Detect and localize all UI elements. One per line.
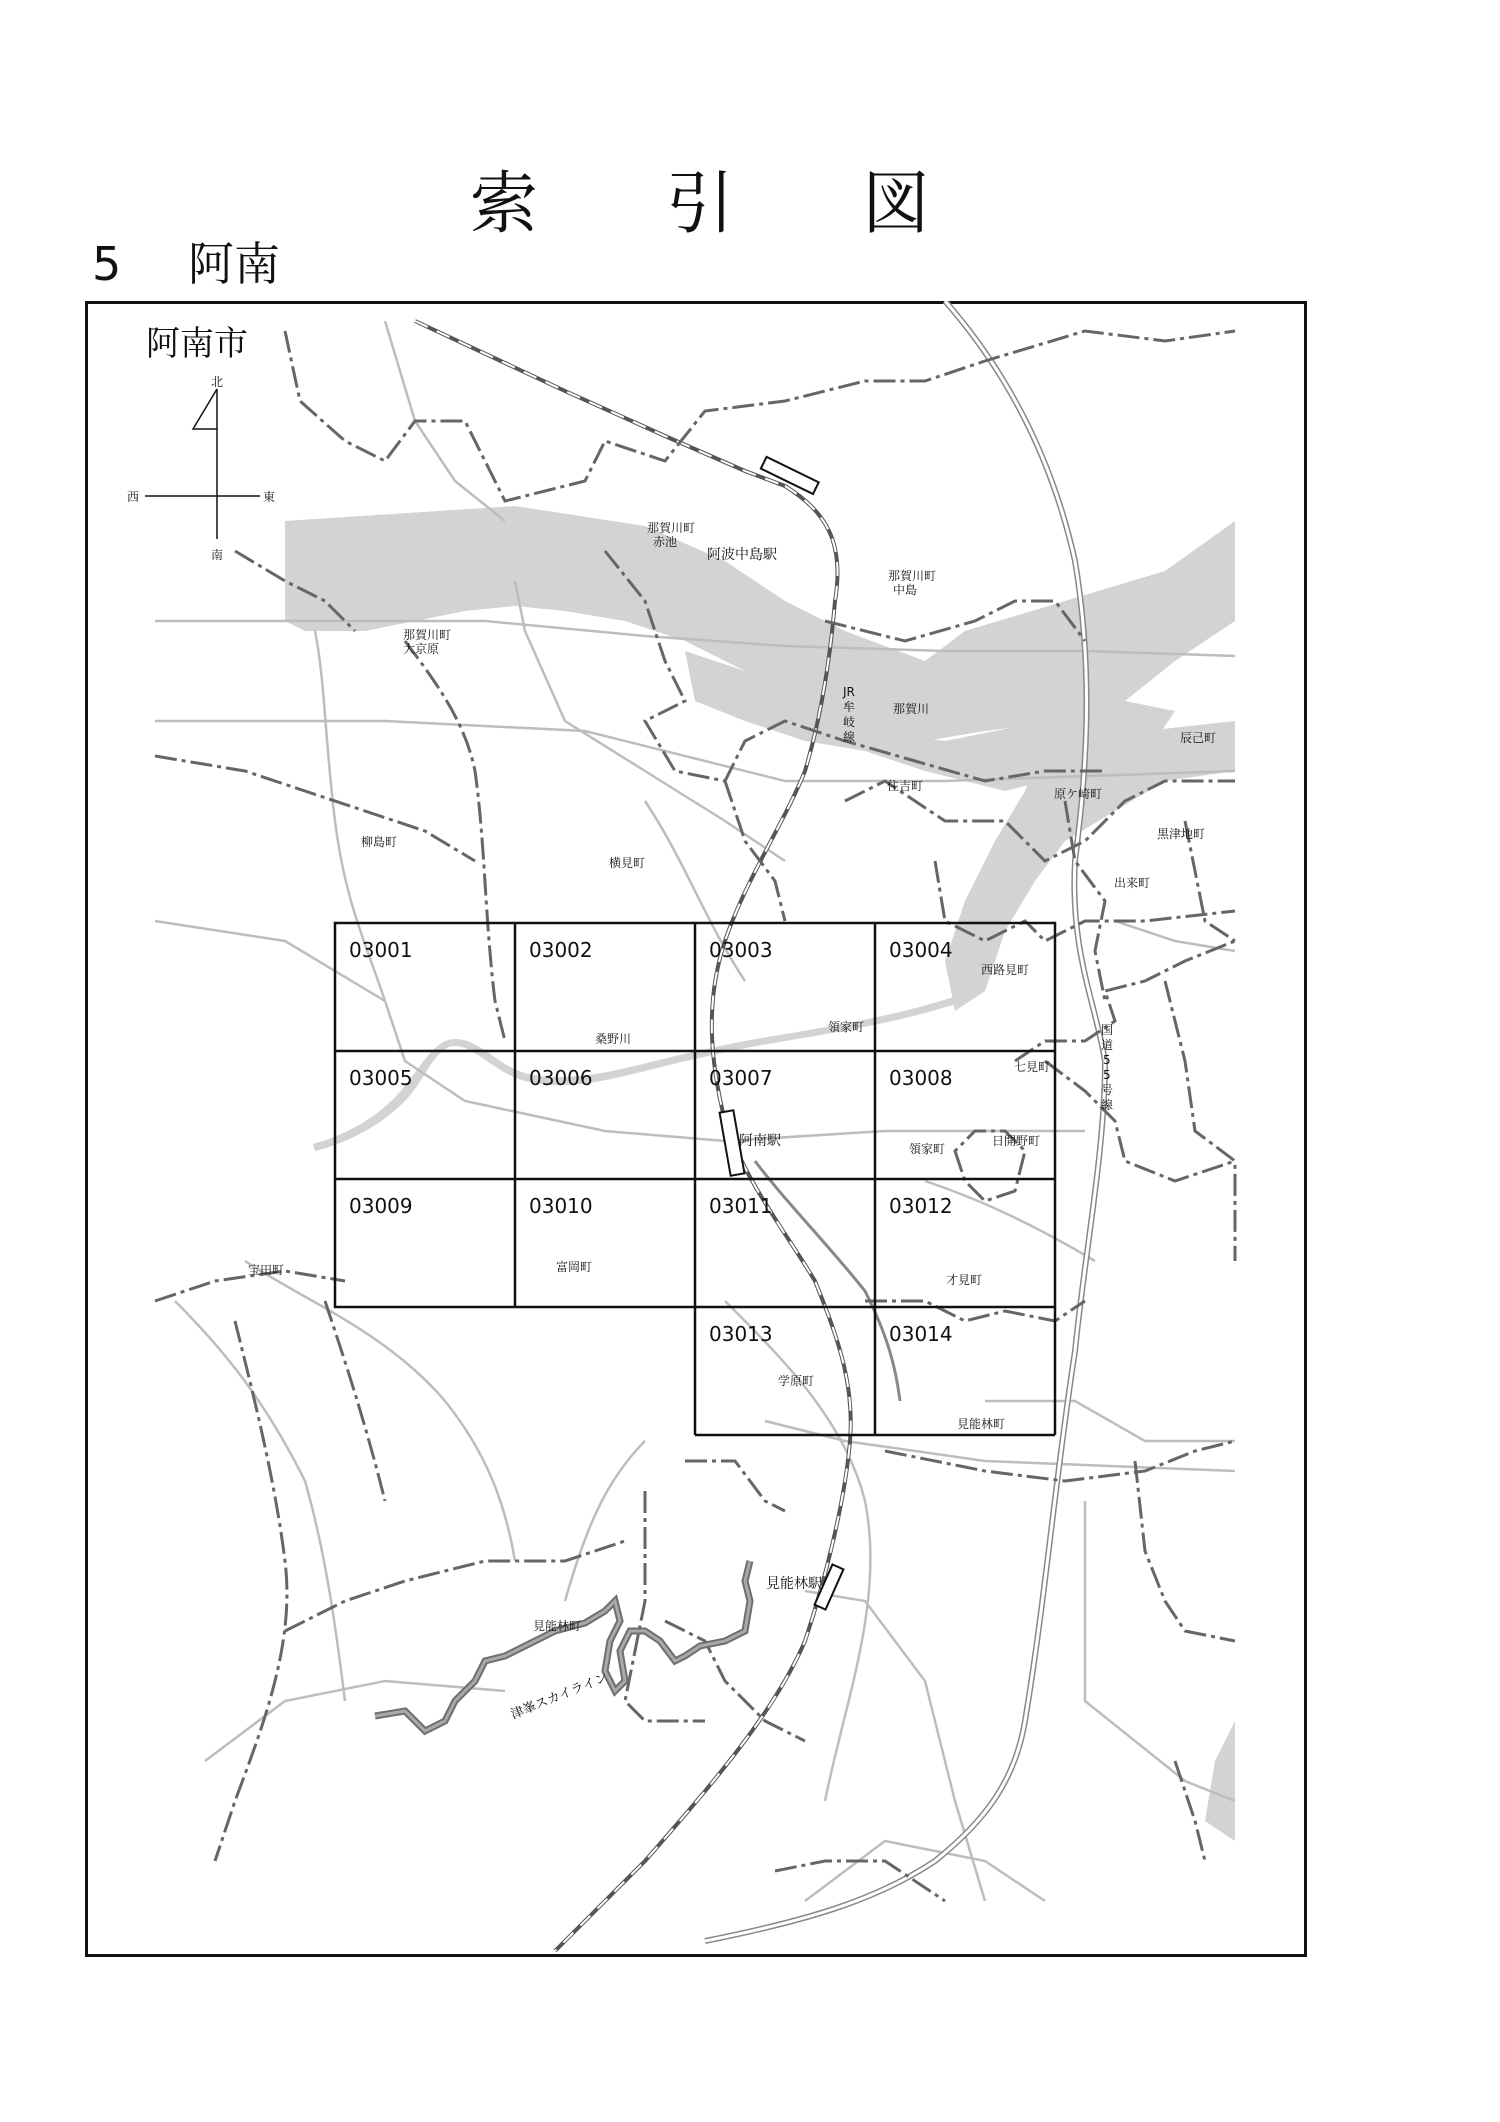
road-k bbox=[565, 1441, 645, 1601]
label-nakagawa-nakashima-1: 那賀川町 bbox=[888, 569, 937, 583]
jr-line-west-branch bbox=[415, 321, 785, 486]
compass-rose bbox=[145, 389, 260, 539]
road-t bbox=[1115, 921, 1235, 951]
tile-03013[interactable]: 03013 bbox=[709, 1322, 773, 1346]
label-route55-2: 道 bbox=[1101, 1038, 1114, 1052]
boundary-12 bbox=[1015, 941, 1235, 1061]
boundary-13 bbox=[1045, 1061, 1235, 1181]
tile-03001[interactable]: 03001 bbox=[349, 938, 413, 962]
label-yanagishima: 柳島町 bbox=[361, 835, 398, 849]
boundary-21 bbox=[625, 1491, 705, 1721]
tile-03002[interactable]: 03002 bbox=[529, 938, 593, 962]
title-char-1: 索 bbox=[469, 165, 538, 244]
road-l bbox=[175, 1301, 345, 1701]
tile-03010[interactable]: 03010 bbox=[529, 1194, 593, 1218]
label-jr-1: JR bbox=[843, 685, 855, 699]
section-name: 阿南 bbox=[188, 237, 280, 291]
label-nakagawa-nakashima-2: 中島 bbox=[893, 583, 918, 597]
compass-east: 東 bbox=[263, 490, 276, 504]
label-saimi: 才見町 bbox=[946, 1273, 983, 1287]
compass-south: 南 bbox=[211, 548, 224, 562]
label-minoribayashi-station: 見能林駅 bbox=[766, 1576, 822, 1592]
label-nakagawa-akaike-1: 那賀川町 bbox=[647, 521, 696, 535]
label-kuwano-river: 桑野川 bbox=[595, 1032, 632, 1046]
index-map bbox=[85, 301, 1307, 1957]
label-tsumine-skyline: 津峯スカイライン bbox=[508, 1670, 611, 1723]
tile-03011[interactable]: 03011 bbox=[709, 1194, 773, 1218]
label-shichimi: 七見町 bbox=[1014, 1060, 1051, 1074]
tile-03003[interactable]: 03003 bbox=[709, 938, 773, 962]
label-nakagawa-okyobara-2: 大京原 bbox=[403, 642, 440, 656]
tile-03012[interactable]: 03012 bbox=[889, 1194, 953, 1218]
label-ryoke-1: 領家町 bbox=[828, 1020, 865, 1034]
boundary-22 bbox=[685, 1461, 785, 1511]
label-route55-1: 国 bbox=[1101, 1023, 1114, 1037]
road-i bbox=[1085, 1501, 1235, 1801]
title-char-3: 図 bbox=[862, 165, 931, 244]
boundary-19 bbox=[325, 1301, 385, 1501]
section-heading bbox=[92, 228, 280, 294]
label-naka-river: 那賀川 bbox=[893, 702, 930, 716]
label-route55-6: 線 bbox=[1101, 1098, 1114, 1112]
boundary-14 bbox=[1165, 981, 1235, 1261]
label-yokomi: 横見町 bbox=[609, 856, 646, 870]
tile-codes bbox=[349, 938, 953, 1346]
water-se-edge bbox=[1205, 1721, 1235, 1841]
label-kurotsuji: 黒津地町 bbox=[1157, 827, 1206, 841]
road-p bbox=[805, 1841, 1045, 1901]
label-ryoke-2: 領家町 bbox=[909, 1142, 946, 1156]
boundary-3 bbox=[405, 641, 505, 1041]
label-nakagawa-okyobara-1: 那賀川町 bbox=[403, 628, 452, 642]
section-number: 5 bbox=[92, 237, 122, 291]
label-tomioka: 富岡町 bbox=[556, 1260, 593, 1274]
label-dekijima: 出来町 bbox=[1114, 876, 1151, 890]
label-gakubara: 学原町 bbox=[778, 1374, 815, 1388]
boundary-18 bbox=[215, 1321, 287, 1861]
tile-03007[interactable]: 03007 bbox=[709, 1066, 773, 1090]
compass-labels bbox=[127, 375, 275, 562]
tsumine-skyline-road bbox=[375, 1561, 750, 1731]
label-nishiromi: 西路見町 bbox=[981, 963, 1030, 977]
boundary-26 bbox=[1175, 1761, 1205, 1861]
label-route55-3: 5 bbox=[1103, 1053, 1111, 1067]
label-sumiyoshi: 住吉町 bbox=[887, 779, 924, 793]
jr-line-spur bbox=[755, 1161, 900, 1401]
tile-03009[interactable]: 03009 bbox=[349, 1194, 413, 1218]
label-jr-2: 牟 bbox=[843, 700, 856, 714]
label-jr-3: 岐 bbox=[843, 715, 856, 729]
label-takarada: 宝田町 bbox=[248, 1263, 285, 1277]
city-name: 阿南市 bbox=[146, 324, 248, 364]
label-tatsumi: 辰己町 bbox=[1180, 731, 1217, 745]
label-awa-nakashima-station: 阿波中島駅 bbox=[707, 547, 777, 563]
boundary-20 bbox=[285, 1541, 625, 1631]
label-haragasaki: 原ケ崎町 bbox=[1054, 787, 1103, 801]
tile-03008[interactable]: 03008 bbox=[889, 1066, 953, 1090]
tile-03004[interactable]: 03004 bbox=[889, 938, 953, 962]
tile-03014[interactable]: 03014 bbox=[889, 1322, 953, 1346]
label-nakagawa-akaike-2: 赤池 bbox=[653, 535, 678, 549]
tile-03005[interactable]: 03005 bbox=[349, 1066, 413, 1090]
boundary-24 bbox=[1135, 1461, 1235, 1641]
boundary-15 bbox=[865, 1301, 1085, 1321]
label-route55-4: 5 bbox=[1103, 1068, 1111, 1082]
boundary-4 bbox=[155, 756, 475, 861]
label-jr-4: 線 bbox=[843, 730, 856, 744]
label-hibarino: 日開野町 bbox=[992, 1134, 1041, 1148]
compass-north: 北 bbox=[211, 375, 224, 389]
label-anan-station: 阿南駅 bbox=[739, 1133, 781, 1149]
title-char-2: 引 bbox=[665, 165, 734, 244]
label-minoribayashi-1: 見能林町 bbox=[957, 1417, 1006, 1431]
compass-west: 西 bbox=[127, 490, 140, 504]
boundary-6 bbox=[725, 781, 785, 921]
water-layer bbox=[285, 506, 1235, 1841]
boundary-25 bbox=[775, 1861, 945, 1901]
tile-03006[interactable]: 03006 bbox=[529, 1066, 593, 1090]
label-minoribayashi-2: 見能林町 bbox=[533, 1619, 582, 1633]
label-route55-5: 号 bbox=[1101, 1083, 1114, 1097]
